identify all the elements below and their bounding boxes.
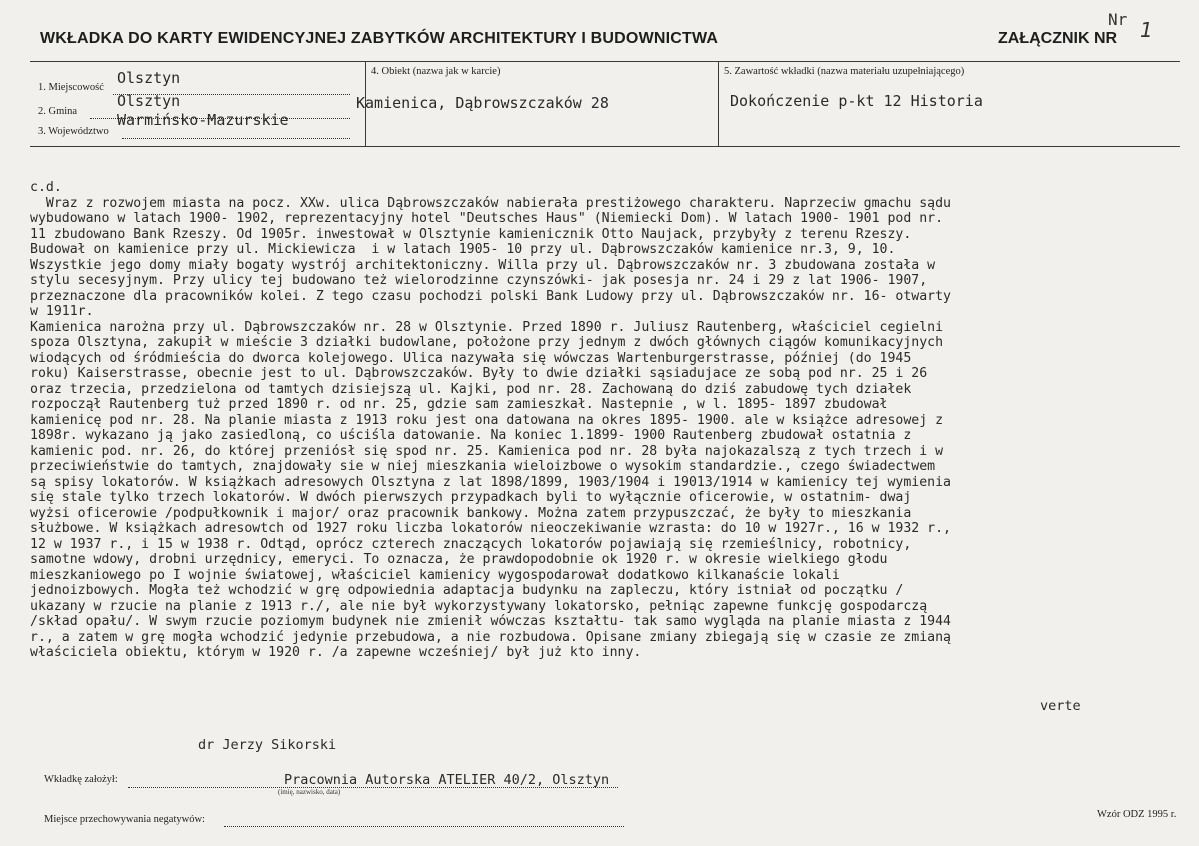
obiekt-value: Kamienica, Dąbrowszczaków 28	[356, 94, 609, 112]
annex-number: 1	[1140, 18, 1153, 42]
gmina-label: 2. Gmina	[38, 106, 78, 117]
text-line: r., a zatem w grę mogła wchodzić jedynie przebudowa, a nie rozbudowa. Opisane zmiany zbiegają się w czasie ze zmianą	[30, 629, 951, 645]
text-line: roku) Kaiserstrasse, obecnie jest to ul. Dąbrowszczaków. Były to dwie działki sąsiadujace ze sobą pod nr. 25 i 26	[30, 366, 928, 381]
wojewodztwo-dotted-line	[122, 138, 350, 139]
text-line: kamienicę pod nr. 28. Na planie miasta z 1913 roku jest ona datowana na okres 1895- 1900. ale w książce adresowej z	[30, 412, 944, 428]
gmina-value: Olsztyn	[117, 92, 181, 110]
wojewodztwo-label: 3. Województwo	[38, 126, 109, 137]
text-line: Wraz z rozwojem miasta na pocz. XXw. ulica Dąbrowszczaków nabierała prestiżowego charakteru. Naprzeciw gmachu sądu	[30, 195, 951, 211]
box-divider-2	[718, 61, 719, 147]
text-line: kamienic pod. nr. 26, do której przeniósł się spod nr. 25. Kamienica pod nr. 28 była najokazalszą z tych trzech i w	[30, 443, 944, 459]
text-line: Wszystkie jego domy miały bogaty wystrój architektoniczny. Willa przy ul. Dąbrowszczaków nr. 3 zbudowana została w	[30, 257, 936, 273]
text-line: przeciwieństwie do tamtych, znajdowały sie w niej mieszkania wieloizbowe o wysokim standardzie., czego świadectwem	[30, 459, 936, 474]
text-line: właściciela obiektu, którym w 1920 r. /a zapewne wcześniej/ był już kto inny.	[30, 645, 642, 660]
wojewodztwo-value: Warmińsko-Mazurskie	[117, 111, 289, 129]
negatywy-label: Miejsce przechowywania negatywów:	[44, 814, 205, 825]
text-line: w 1911r.	[30, 304, 94, 319]
text-line: /skład opału/. W swym rzucie poziomym budynek nie zmienił wówczas kształtu- tak samo wygląda na planie miasta z 1944	[30, 614, 951, 629]
zalozyl-value: Pracownia Autorska ATELIER 40/2, Olsztyn	[284, 772, 610, 788]
text-line: rozpoczął Rautenberg tuż przed 1890 r. od nr. 25, gdzie sam zamieszkał. Nastepnie , w l. 1895- 1897 zbudował	[30, 397, 888, 412]
text-line: służbowe. W książkach adresowtch od 1927 roku liczba lokatorów nieoczekiwanie wzrasta: do 10 w 1927r., 16 w 1932 r.,	[30, 521, 951, 536]
text-line: wiodących od śródmieścia do dworca kolejowego. Ulica nazywała się wówczas Wartenburgerstrasse, później (do 1945	[30, 350, 912, 366]
zalozyl-label: Wkładkę założył:	[44, 774, 118, 785]
text-line: ukazany w rzucie na planie z 1913 r./, ale nie był wykorzystywany lokatorsko, pełniąc zapewne funkcję gospodarczą	[30, 598, 928, 614]
annex-handwritten-nr: Nr	[1108, 10, 1128, 29]
form-title: WKŁADKA DO KARTY EWIDENCYJNEJ ZABYTKÓW ARCHITEKTURY I BUDOWNICTWA	[40, 30, 719, 47]
zawartosc-label: 5. Zawartość wkładki (nazwa materiału uzupełniającego)	[724, 66, 965, 77]
text-line: samotne wdowy, drobni urzędnicy, emeryci. To oznacza, że prawdopodobnie ok 1920 r. w okresie wielkiego głodu	[30, 552, 888, 567]
text-line: przeznaczone dla pracowników kolei. Z tego czasu pochodzi polski Bank Ludowy przy ul. Dąbrowszczaków nr. 16- otwarty	[30, 288, 951, 304]
obiekt-label: 4. Obiekt (nazwa jak w karcie)	[371, 66, 501, 77]
zawartosc-value: Dokończenie p-kt 12 Historia	[730, 92, 983, 110]
text-line: wyżsi oficerowie /podpułkownik i major/ oraz pracownik bankowy. Można zatem przypuszczać, że były to mieszkania	[30, 505, 912, 521]
box-top-line	[30, 61, 1180, 62]
text-line: 11 zbudowano Bank Rzeszy. Od 1905r. inwestował w Olsztynie kamienicznik Otto Naujack, przybyły z terenu Rzeszy.	[30, 226, 912, 242]
miejscowosc-label: 1. Miejscowość	[38, 82, 104, 93]
text-line: 1898r. wykazano ją jako zasiedloną, co uściśla datowanie. Na koniec 1.1899- 1900 Rautenberg zbudował ostatnia z	[30, 428, 912, 443]
box-bottom-line	[30, 146, 1180, 147]
history-text	[30, 180, 1180, 661]
text-line: wybudowano w latach 1900- 1902, reprezentacyjny hotel "Deutsches Haus" (Niemiecki Dom). W latach 1900- 1901 pod nr.	[30, 211, 944, 226]
form-version: Wzór ODZ 1995 r.	[1097, 809, 1177, 820]
miejscowosc-value: Olsztyn	[117, 69, 181, 87]
text-line: są spisy lokatorów. W książkach adresowych Olsztyna z lat 1898/1899, 1903/1904 i 19013/1914 w kamienicy tej wymienia	[30, 474, 951, 490]
text-line: c.d.	[30, 180, 62, 195]
negatywy-dotted-line	[224, 826, 624, 827]
text-line: jednoizbowych. Mogła też wchodzić w grę odpowiednia adaptacja budynku na zapleczu, który istniał od początku /	[30, 583, 904, 598]
verte-note: verte	[1040, 698, 1081, 714]
text-line: mieszkaniowego po I wojnie światowej, właściciel kamienicy wygospodarował dodatkowo kilkanaście lokali	[30, 567, 840, 583]
zalozyl-hint: (imię, nazwisko, data)	[278, 788, 341, 796]
text-line: spoza Olsztyna, zakupił w mieście 3 działki budowlane, położone przy jednym z dwóch głównych ciągów komunikacyjnych	[30, 335, 944, 350]
text-line: 12 w 1937 r., i 15 w 1938 r. Odtąd, oprócz czterech znaczących lokatorów pojawiają się rzemieślnicy, robotnicy,	[30, 536, 912, 552]
author-name: dr Jerzy Sikorski	[198, 737, 337, 753]
text-line: Budował on kamienice przy ul. Mickiewicza i w latach 1905- 10 przy ul. Dąbrowszczaków kamienice nr.3, 9, 10.	[30, 242, 896, 257]
text-line: Kamienica narożna przy ul. Dąbrowszczaków nr. 28 w Olsztynie. Przed 1890 r. Juliusz Rautenberg, właściciel cegielni	[30, 319, 944, 335]
text-line: stylu secesyjnym. Przy ulicy tej budowano też wielorodzinne czynszówki- jak posesja nr. 24 i 29 z lat 1906- 1907,	[30, 273, 928, 288]
text-line: oraz trzecia, przedzielona od tamtych dzisiejszą ul. Kajki, pod nr. 28. Zachowaną do dziś zabudowę tych działek	[30, 381, 912, 397]
annex-label: ZAŁĄCZNIK NR	[998, 30, 1118, 47]
text-line: się stale tylko trzech lokatorów. W dwóch pierwszych przypadkach byli to wyłącznie oficerowie, w ostatnim- dwaj	[30, 490, 912, 505]
